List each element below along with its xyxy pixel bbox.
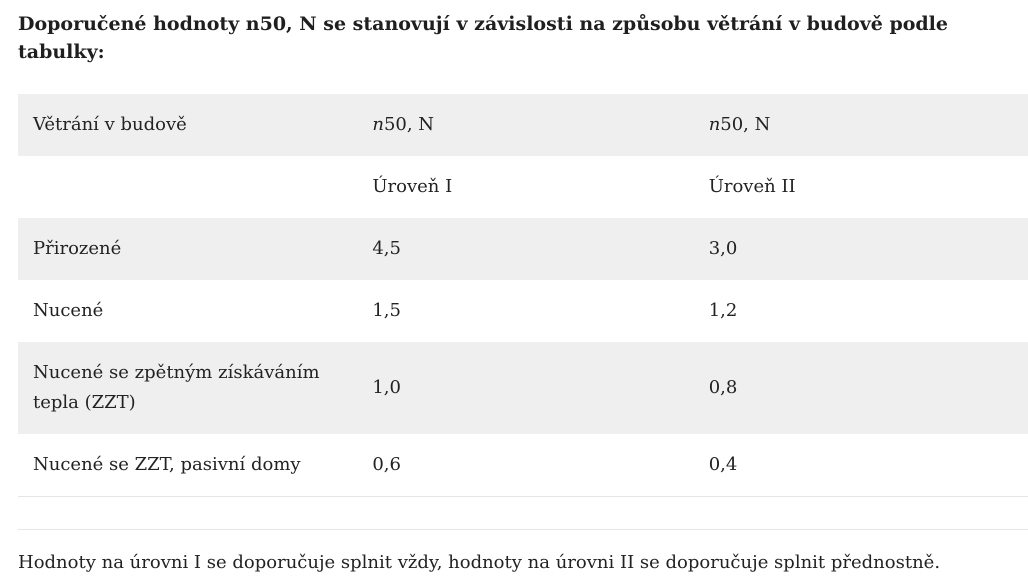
row-value-level2: 0,8 <box>694 342 1028 434</box>
row-value-level2: 3,0 <box>694 218 1028 280</box>
row-value-level1: 4,5 <box>357 218 693 280</box>
header-cell-n50-a <box>357 94 693 156</box>
n50-variable: n <box>708 114 721 135</box>
subheader-cell-empty <box>18 156 357 218</box>
n50-variable: n <box>372 114 384 135</box>
row-value-level2: 1,2 <box>694 280 1028 342</box>
subheader-cell-level2: Úroveň II <box>694 156 1028 218</box>
row-label: Nucené se zpětným získáváním tepla (ZZT) <box>18 342 357 434</box>
section-divider <box>18 529 1028 530</box>
header-cell-n50-b <box>694 94 1028 156</box>
table-row <box>18 280 1028 342</box>
footer-note: Hodnoty na úrovni I se doporučuje splnit vždy, hodnoty na úrovni II se doporučuje splnit přednostně. <box>18 552 941 573</box>
table-row <box>18 342 1028 434</box>
table-subheader-row <box>18 156 1028 218</box>
n50-rest: 50, N <box>720 114 771 135</box>
page-title: Doporučené hodnoty n50, N se stanovují v závislosti na způsobu větrání v budově podle tabulky: <box>18 13 948 63</box>
table-row <box>18 434 1028 497</box>
row-value-level2: 0,4 <box>694 434 1028 497</box>
n50-rest: 50, N <box>383 114 435 135</box>
row-value-level1: 1,0 <box>357 342 693 434</box>
subheader-cell-level1: Úroveň I <box>357 156 693 218</box>
row-label: Přirozené <box>18 218 357 280</box>
table-header-row <box>18 94 1028 156</box>
header-cell-ventilation: Větrání v budově <box>18 94 357 156</box>
table-row <box>18 218 1028 280</box>
ventilation-values-table <box>18 94 1028 497</box>
row-value-level1: 0,6 <box>357 434 693 497</box>
row-label: Nucené se ZZT, pasivní domy <box>18 434 357 497</box>
row-label: Nucené <box>18 280 357 342</box>
row-value-level1: 1,5 <box>357 280 693 342</box>
